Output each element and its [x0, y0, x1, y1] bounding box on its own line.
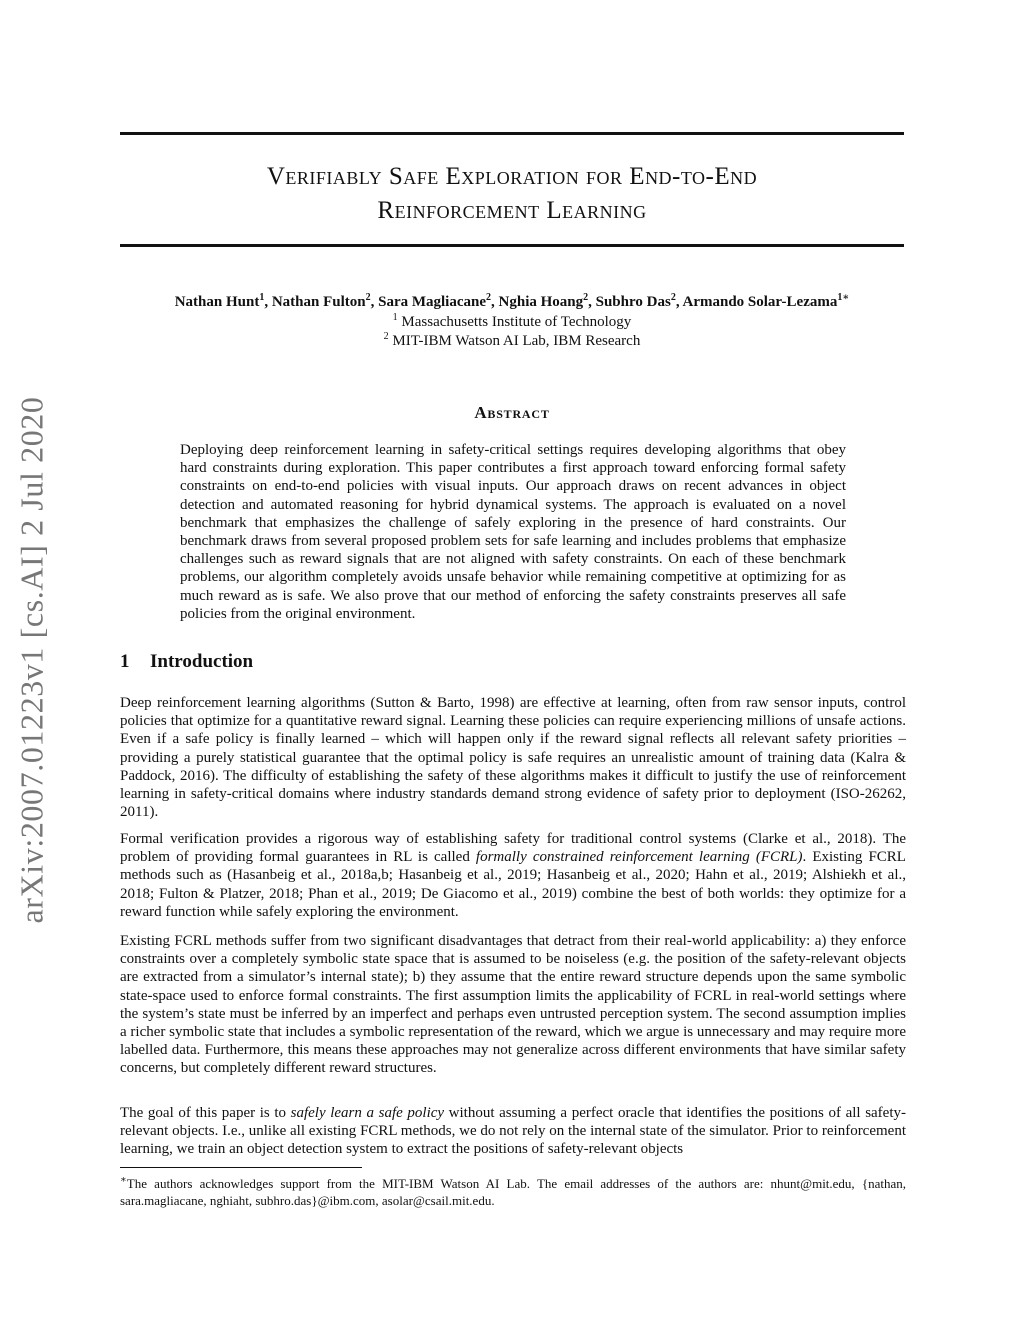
section-heading — [120, 651, 253, 673]
affiliation-mark: 1 — [392, 312, 398, 323]
author-mark: 2 — [670, 292, 676, 303]
author-list: Nathan Hunt$^1$, Nathan Fulton$^2$, Sara Magliacane$^2$, Nghia Hoang$^2$, Subhro Das$^2$, Armando Solar-Lezama$^{1∗}$ — [174, 292, 850, 310]
intro-paragraph-4 — [120, 1104, 906, 1159]
intro-paragraph-2 — [120, 830, 906, 921]
abstract-heading: Abstract — [474, 403, 550, 422]
title-bottom-rule — [120, 244, 904, 247]
abstract-body: Deploying deep reinforcement learning in safety-critical settings requires developing algorithms that obey hard constraints during exploration. This paper contributes a first approach toward enforcing formal safety constraints on end-to-end policies with visual inputs. Our approach draws on recent advances in object detection and automated reasoning for hybrid dynamical systems. The approach is evaluated on a novel benchmark that emphasizes the challenge of safely exploring in the presence of hard constraints. Our benchmark draws from several proposed problem sets for safe learning and includes problems that emphasize challenges such as reward signals that are not aligned with safety constraints. On each of these benchmark problems, our algorithm completely avoids unsafe behavior while remaining competitive at optimizing for as much reward as is safe. We also prove that our method of enforcing the safety constraints preserves all safe policies from the original environment. — [180, 442, 846, 622]
emphasis-text: formally constrained reinforcement learning (FCRL) — [475, 849, 803, 866]
intro-paragraph-1: Deep reinforcement learning algorithms (Sutton & Barto, 1998) are effective at learning, often from raw sensor inputs, control policies that optimize for a quantitative reward signal. Learning these policies can require experiencing millions of unsafe actions. Even if a safe policy is finally learned – which will happen only if the reward signal reflects all relevant safety priorities – providing a purely statistical guarantee that the optimal policy is safe requires an unrealistic amount of training data (Kalra & Paddock, 2016). The difficulty of establishing the safety of these algorithms makes it difficult to justify the use of reinforcement learning in safety-critical domains where industry standards demand strong evidence of safety prior to deployment (ISO-26262, 2011). — [120, 695, 906, 821]
section-number: 1 — [120, 651, 130, 672]
affiliation-mark: 2 — [383, 331, 389, 342]
paragraph-text: Formal verification provides a rigorous way of establishing safety for traditional control systems (Clarke et al., 2018). The problem of providing formal guarantees in RL is called — [120, 831, 906, 866]
paragraph-text: The goal of this paper is to — [120, 1105, 291, 1121]
author-mark: 2 — [365, 292, 371, 303]
author-name: Subhro Das — [595, 294, 671, 310]
author-name: Nghia Hoang — [498, 294, 584, 310]
title-top-rule — [120, 132, 904, 135]
arxiv-stamp-text: arXiv:2007.01223v1 [cs.AI] 2 Jul 2020 — [13, 396, 50, 924]
paragraph-text: without assuming a perfect oracle that identifies the positions of all safety-relevant objects. I.e., unlike all existing FCRL methods, we do not rely on the internal state of the simulator. Prior to reinforcement learning, we train an object detection system to extract the positions of safety-relevant objects — [120, 1105, 907, 1158]
author-name: Sara Magliacane — [378, 294, 487, 310]
title-line-1: Verifiably Safe Exploration for End-to-End — [266, 163, 758, 190]
emphasis-text: safely learn a safe policy — [290, 1105, 445, 1121]
paragraph-text: . Existing FCRL methods such as (Hasanbeig et al., 2018a,b; Hasanbeig et al., 2019; Hasanbeig et al., 2020; Hahn et al., 2019; Alshiekh et al., 2018; Fulton & Platzer, 2018; Phan et al., 2019; De Giacomo et al., 2019) combine the best of both worlds: they optimize for a reward function while safely exploring the environment. — [120, 849, 906, 920]
author-name: Armando Solar-Lezama — [682, 294, 838, 310]
author-mark: 1 — [259, 292, 265, 303]
author-name: Nathan Hunt — [174, 294, 260, 310]
arxiv-stamp — [12, 380, 52, 940]
section-title: Introduction — [150, 651, 254, 672]
author-name: Nathan Fulton — [271, 294, 366, 310]
footnote — [120, 1175, 906, 1209]
affiliation-name: MIT-IBM Watson AI Lab, IBM Research — [392, 333, 641, 349]
author-mark: 1∗ — [837, 292, 850, 303]
author-mark: 2 — [486, 292, 492, 303]
footnote-text: The authors acknowledges support from the MIT-IBM Watson AI Lab. The email addresses of the authors are: nhunt@mit.edu, {nathan, sara.magliacane, nghiaht, subhro.das}@ibm.com, asolar@csail.mit.edu. — [120, 1176, 906, 1208]
affiliation-2 — [100, 332, 924, 351]
paper-title — [120, 160, 904, 228]
title-line-2: Reinforcement Learning — [377, 197, 647, 224]
author-mark: 2 — [583, 292, 589, 303]
affiliation-name: Massachusetts Institute of Technology — [401, 314, 632, 330]
footnote-rule — [120, 1167, 362, 1168]
footnote-mark: ∗ — [120, 1174, 127, 1186]
affiliation-1 — [100, 313, 924, 332]
intro-paragraph-3: Existing FCRL methods suffer from two significant disadvantages that detract from their real-world applicability: a) they enforce constraints over a completely symbolic state space that is assumed to be noiseless (e.g. the position of the safety-relevant objects are extracted from a simulator’s internal state); b) they assume that the entire reward structure depends upon the same symbolic state-space used to enforce formal constraints. The first assumption limits the applicability of FCRL in real-world settings where the system’s state must be inferred by an imperfect and perhaps even untrusted perception system. The second assumption implies a richer symbolic state that includes a symbolic representation of the reward, which we argue is unnecessary and may require more labelled data. Furthermore, this means these approaches may not generalize across different environments that have similar safety concerns, but completely different reward structures. — [120, 933, 906, 1077]
